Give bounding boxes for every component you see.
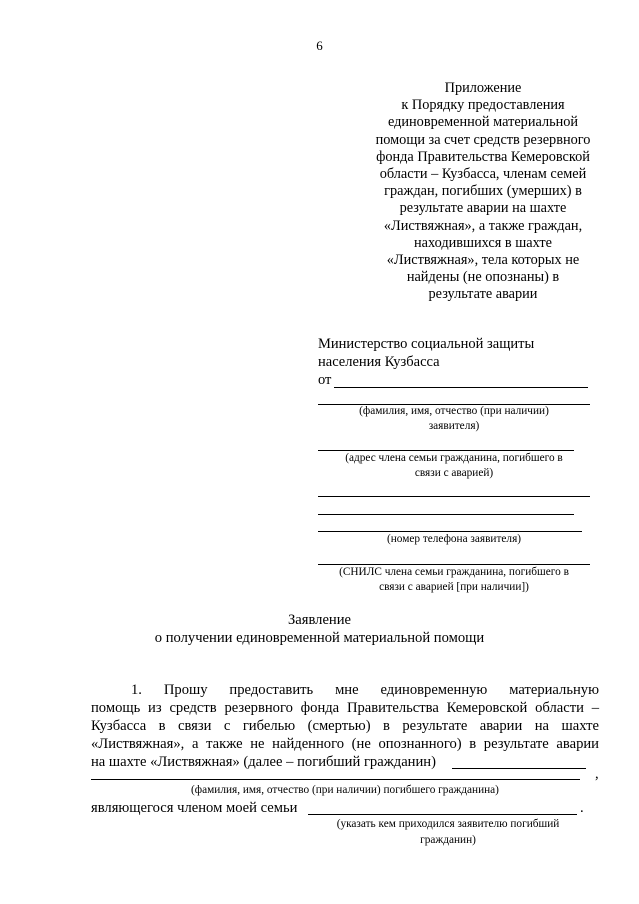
paragraph-1-line-5: на шахте «Листвяжная» (далее – погибший гражданин)	[91, 754, 436, 770]
applicant-name-field[interactable]	[318, 390, 590, 405]
ministry-name-line2: населения Кузбасса	[318, 354, 440, 370]
appendix-line: результате аварии	[428, 286, 538, 303]
address-field-line3[interactable]	[318, 500, 574, 515]
appendix-line: находившихся в шахте	[414, 234, 552, 251]
caption-applicant-name-1: (фамилия, имя, отчество (при наличии)	[359, 405, 549, 417]
address-field[interactable]	[318, 436, 574, 451]
family-member-text: являющегося членом моей семьи	[91, 800, 298, 816]
applicant-from-field[interactable]	[334, 373, 588, 388]
paragraph-1-line-4: «Листвяжная», а также не найденного (не опознанного) в результате аварии	[91, 736, 599, 752]
appendix-line: единовременной материальной	[387, 114, 579, 131]
appendix-header	[358, 80, 608, 304]
address-field-line2[interactable]	[318, 482, 590, 497]
comma: ,	[595, 766, 599, 782]
appendix-line: «Листвяжная», а также граждан,	[383, 217, 583, 234]
caption-address-2: связи с аварией)	[414, 467, 494, 479]
paragraph-1-line-1: 1. Прошу предоставить мне единовременную материальную	[131, 682, 599, 698]
paragraph-1-line-2: помощь из средств резервного фонда Правительства Кемеровской области –	[91, 700, 599, 716]
snils-field[interactable]	[318, 550, 590, 565]
appendix-line: найдены (не опознаны) в	[406, 269, 560, 286]
deceased-name-field-line2[interactable]	[91, 765, 580, 780]
appendix-line: к Порядку предоставления	[401, 97, 565, 114]
relation-field[interactable]	[308, 800, 577, 815]
phone-field[interactable]	[318, 517, 582, 532]
caption-snils-1: (СНИЛС члена семьи гражданина, погибшего в	[339, 566, 569, 578]
caption-snils-2: связи с аварией [при наличии])	[379, 581, 529, 593]
caption-applicant-name-2: заявителя)	[428, 420, 480, 432]
appendix-line: области – Кузбасса, членам семей	[379, 166, 587, 183]
appendix-line: результате аварии на шахте	[399, 200, 567, 217]
caption-relation-1: (указать кем приходился заявителю погибший	[336, 818, 560, 830]
caption-deceased-name: (фамилия, имя, отчество (при наличии) погибшего гражданина)	[191, 784, 499, 796]
caption-phone: (номер телефона заявителя)	[386, 533, 522, 545]
page-number: 6	[316, 38, 323, 53]
appendix-line: «Листвяжная», тела которых не	[386, 252, 580, 269]
period: .	[580, 800, 584, 816]
caption-address-1: (адрес члена семьи гражданина, погибшего в	[345, 452, 563, 464]
from-label: от	[318, 372, 332, 388]
document-title: Заявление	[287, 612, 352, 628]
paragraph-1-line-3: Кузбасса в связи с гибелью (смертью) в результате аварии на шахте	[91, 718, 599, 734]
ministry-name-line1: Министерство социальной защиты	[318, 336, 535, 352]
appendix-line: граждан, погибших (умерших) в	[384, 183, 582, 200]
appendix-line: Приложение	[444, 80, 522, 96]
appendix-line: фонда Правительства Кемеровской	[376, 148, 590, 165]
document-subtitle: о получении единовременной материальной помощи	[154, 630, 485, 646]
caption-relation-2: гражданин)	[420, 834, 476, 846]
appendix-line: помощи за счет средств резервного	[375, 131, 591, 148]
